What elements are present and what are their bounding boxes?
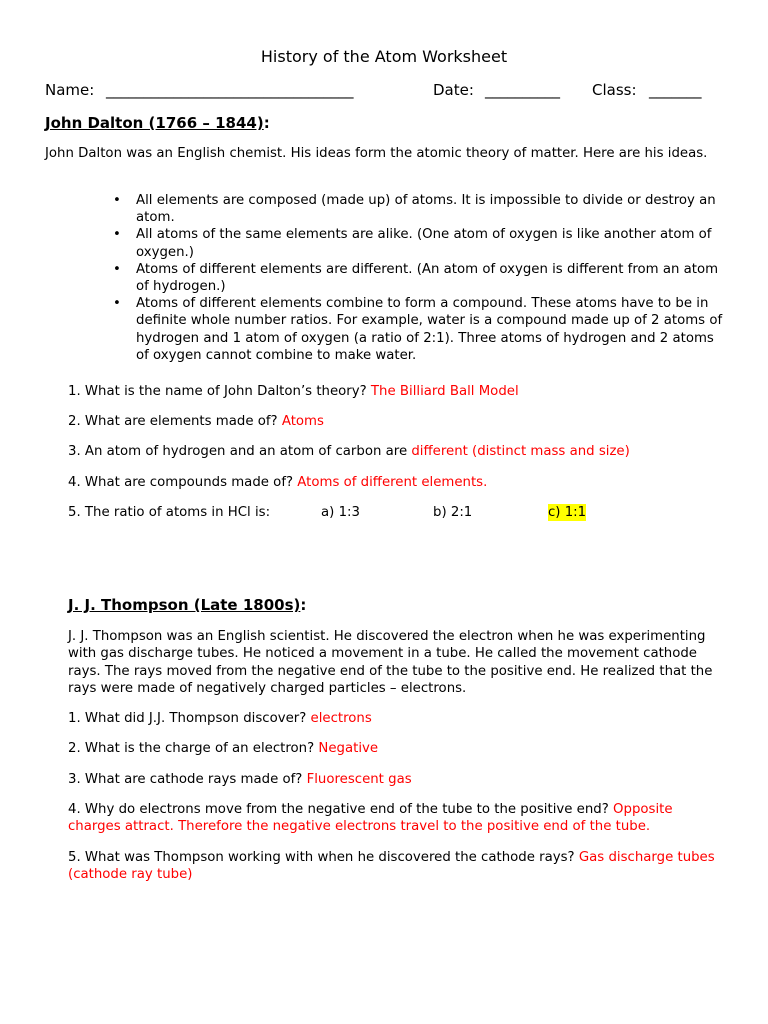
answer-text: Fluorescent gas [306, 772, 412, 787]
list-item: • All elements are composed (made up) of atoms. It is impossible to divide or destroy an atom. [113, 192, 728, 226]
list-item: • Atoms of different elements combine to form a compound. These atoms have to be in definite whole number ratios. For example, water is a compound made up of 2 atoms of hydrogen and 1 atom of oxygen (a ratio of 2:1). Three atoms of hydrogen and 2 atoms of oxygen cannot combine to make water. [113, 295, 728, 364]
name-label: Name: [45, 81, 95, 99]
question-text: 4. Why do electrons move from the negative end of the tube to the positive end? [68, 802, 614, 817]
answer-text: different (distinct mass and size) [411, 444, 630, 459]
thompson-intro: J. J. Thompson was an English scientist. He discovered the electron when he was experimenting with gas discharge tubes. He noticed a movement in a tube. He called the movement cathode rays. The rays moved from the negative end of the tube to the positive end. He realized that the rays were made of negatively charged particles – electrons. [68, 629, 713, 696]
question-text: 2. What are elements made of? [68, 414, 282, 429]
thompson-question-2 [68, 740, 378, 757]
question-text: 3. What are cathode rays made of? [68, 772, 307, 787]
dalton-intro: John Dalton was an English chemist. His ideas form the atomic theory of matter. Here are his ideas. [45, 146, 708, 161]
answer-text: The Billiard Ball Model [370, 384, 519, 399]
thompson-heading [68, 597, 306, 615]
dalton-question-3 [68, 443, 630, 460]
thompson-heading-text: J. J. Thompson (Late 1800s) [68, 596, 301, 614]
thompson-question-1 [68, 710, 372, 727]
answer-text: Gas discharge tubes (cathode ray tube) [68, 850, 715, 883]
answer-text: Opposite charges attract. Therefore the negative electrons travel to the positive end of the tube. [68, 802, 673, 835]
question-text: 1. What is the name of John Dalton’s theory? [68, 384, 371, 399]
option-b: b) 2:1 [433, 505, 473, 520]
list-item: • Atoms of different elements are different. (An atom of oxygen is different from an atom of hydrogen.) [113, 261, 728, 295]
question-text: 1. What did J.J. Thompson discover? [68, 711, 311, 726]
name-blank: _________________________________ [106, 81, 354, 99]
question-text: 5. What was Thompson working with when he discovered the cathode rays? [68, 850, 579, 865]
page-title: History of the Atom Worksheet [260, 47, 508, 66]
answer-text: Atoms of different elements. [297, 475, 488, 490]
answer-text: Negative [318, 741, 379, 756]
option-c-highlighted: c) 1:1 [548, 505, 587, 520]
date-blank: __________ [485, 81, 560, 99]
question-text: 2. What is the charge of an electron? [68, 741, 319, 756]
dalton-question-4 [68, 474, 487, 491]
thompson-question-4 [68, 801, 718, 835]
thompson-heading-colon: : [300, 596, 307, 614]
option-a: a) 1:3 [321, 505, 360, 520]
thompson-question-3 [68, 771, 412, 788]
thompson-question-5 [68, 849, 718, 883]
class-blank: _______ [649, 81, 702, 99]
dalton-ideas-list [113, 192, 728, 364]
answer-text: Atoms [281, 414, 324, 429]
dalton-question-1 [68, 383, 519, 400]
question-text: 3. An atom of hydrogen and an atom of carbon are [68, 444, 412, 459]
list-item: • All atoms of the same elements are alike. (One atom of oxygen is like another atom of oxygen.) [113, 226, 728, 260]
dalton-heading-colon: : [263, 114, 270, 132]
dalton-heading-text: John Dalton (1766 – 1844) [45, 114, 264, 132]
question-text: 4. What are compounds made of? [68, 475, 298, 490]
dalton-question-5: 5. The ratio of atoms in HCl is: [68, 505, 271, 520]
dalton-heading [45, 115, 270, 133]
date-label: Date: [433, 81, 474, 99]
answer-text: electrons [310, 711, 372, 726]
class-label: Class: [592, 81, 637, 99]
dalton-question-2 [68, 413, 324, 430]
